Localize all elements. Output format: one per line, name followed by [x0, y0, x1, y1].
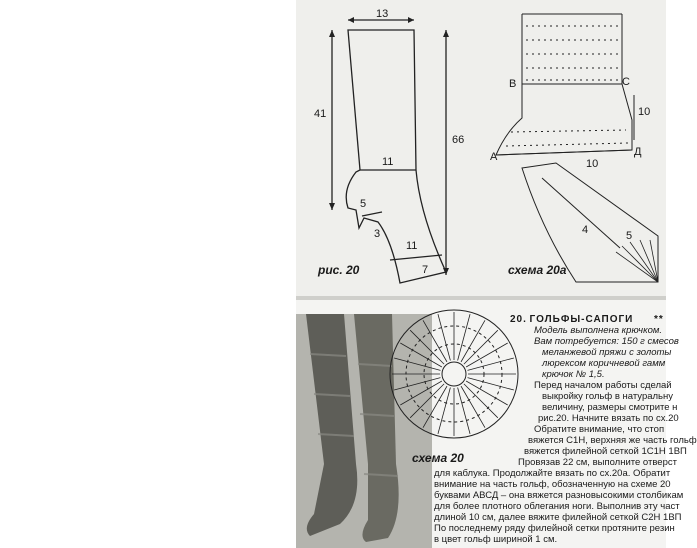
dim-toe: 7 — [422, 264, 429, 276]
article-line: внимание на часть гольф, обозначенную на схеме 20 — [434, 479, 671, 490]
socks-photo — [296, 314, 432, 548]
dim-top-width: 13 — [376, 8, 389, 20]
article-line: люрексом коричневой гамм — [542, 358, 666, 369]
article-line: выкройку гольф в натуральну — [542, 391, 674, 402]
article-line: Обратите внимание, что стоп — [534, 424, 665, 435]
article-title: ГОЛЬФЫ-САПОГИ — [529, 314, 634, 325]
article-line: буквами АВСД – она вяжется разновысокими столбикам — [434, 490, 684, 501]
corner-label-d: Д — [634, 146, 642, 158]
article-line: вяжется филейной сеткой 1С1Н 1ВП — [524, 446, 687, 457]
article-line: для более плотного облегания ноги. Выполнив эту част — [434, 501, 680, 512]
sock-outline-drawing — [296, 0, 666, 296]
article-number: 20. — [510, 314, 527, 325]
scheme-20-caption: схема 20 — [412, 451, 464, 465]
dim-total-length: 66 — [452, 134, 465, 146]
article-line: величину, размеры смотрите н — [542, 402, 678, 413]
corner-label-c: С — [622, 76, 630, 88]
article-lines — [434, 325, 697, 545]
article-line: Провязав 22 см, выполните отверст — [518, 457, 677, 468]
article-line: Перед началом работы сделай — [534, 380, 672, 391]
dim-heel-b: 3 — [374, 228, 381, 240]
dim-foot-a: 4 — [582, 224, 589, 236]
corner-label-a: А — [490, 151, 498, 163]
article-line: рис.20. Начните вязать по сх.20 — [538, 413, 679, 424]
article-line: вяжется С1Н, верхняя же часть гольф — [528, 435, 697, 446]
article-line: Модель выполнена крючком. — [534, 325, 663, 336]
article-line: для каблука. Продолжайте вязать по сх.20а. Обратит — [434, 468, 671, 479]
dim-bottom: 10 — [586, 158, 599, 170]
article-line: меланжевой пряжи с золоты — [542, 347, 672, 358]
magazine-scan — [296, 0, 697, 548]
article-line: в цвет гольф шириной 1 см. — [434, 534, 558, 545]
panel-divider — [296, 296, 666, 300]
dim-foot-b: 5 — [626, 230, 633, 242]
dim-side: 10 — [638, 106, 651, 118]
dim-foot: 11 — [406, 240, 418, 252]
article-line: Вам потребуется: 150 г смесов — [534, 336, 679, 347]
article-text — [434, 314, 697, 548]
article-line: По последнему ряду филейной сетки протяните резин — [434, 523, 675, 534]
dim-heel-a: 5 — [360, 198, 367, 210]
dim-leg-length: 41 — [314, 108, 327, 120]
pattern-drawings-panel — [296, 0, 666, 296]
article-line: длиной 10 см, далее вяжите филейной сеткой С2Н 1ВП — [434, 512, 682, 523]
scheme-20a-caption: схема 20а — [508, 263, 567, 277]
dim-ankle: 11 — [382, 156, 394, 168]
figure-20-caption: рис. 20 — [318, 263, 360, 277]
article-line: крючок № 1,5. — [542, 369, 605, 380]
corner-label-b: В — [509, 78, 517, 90]
article-stars: ** — [654, 314, 664, 325]
